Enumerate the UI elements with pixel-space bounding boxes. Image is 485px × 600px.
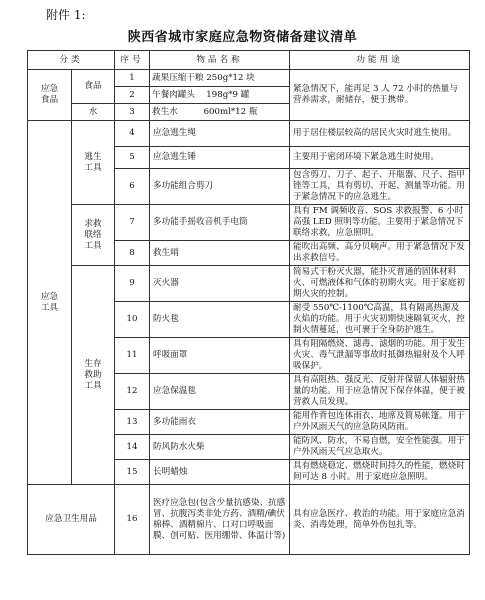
group-water: 水 [72,104,115,121]
row-item: 救生水 600ml*12 瓶 [150,104,290,121]
header-item: 物品名称 [150,51,290,70]
row-item: 长明蜡烛 [150,460,290,485]
row-function: 紧急情况下，能再足 3 人 72 小时的热量与营养需求，耐储存，便于携带。 [290,70,470,121]
row-function: 具有阻隔燃烧、滤毒、滤烟的功能。用于发生火灾、毒气泄漏等事故时抵御热辐射及个人呼吸保护。 [290,338,470,374]
row-no: 8 [115,241,150,266]
header-no: 序号 [115,51,150,70]
row-item: 多功能雨衣 [150,410,290,435]
row-no: 15 [115,460,150,485]
row-no: 10 [115,302,150,338]
row-function: 简易式干粉灭火器，能扑灭普通的固体材料火、可燃液体和气体的初期火灾。用于家庭初期火灾的控制。 [290,266,470,302]
row-no: 6 [115,169,150,205]
row-no: 2 [115,87,150,104]
row-function: 主要用于密闭环境下紧急逃生时使用。 [290,147,470,169]
attachment-label: 附件 1: [46,8,86,22]
row-function: 能防风、防水，不易自燃，安全性能强。用于户外风雨天气应急取火。 [290,435,470,460]
row-item: 应急保温毯 [150,374,290,410]
row-item: 应急逃生锤 [150,147,290,169]
row-item: 灭火器 [150,266,290,302]
row-no: 11 [115,338,150,374]
group-survival-tools: 生存 救助 工具 [72,266,115,485]
group-emergency-food: 应急 食品 [28,70,72,121]
table-row [28,121,470,147]
row-no: 9 [115,266,150,302]
row-function: 具有 FM 调频收音、SOS 求救报警、6 小时高强 LED 照明等功能。主要用于紧急情况下联络求救，应急照明。 [290,205,470,241]
row-item: 蔬果压缩干粮 250g*12 块 [150,70,290,87]
supply-table [27,50,470,555]
row-no: 5 [115,147,150,169]
group-food: 食品 [72,70,115,104]
row-no: 4 [115,121,150,147]
header-function: 功能用途 [290,51,470,70]
row-function: 能吹出高频、高分贝响声。用于紧急情况下发出求救信号。 [290,241,470,266]
group-medical: 应急卫生用品 [28,485,115,555]
table-row [28,485,470,555]
group-rescue-tools: 求救 联络 工具 [72,205,115,266]
table-header-row [28,51,470,70]
row-item: 多功能组合剪刀 [150,169,290,205]
row-function: 具有燃烧稳定、燃烧时间持久的性能，燃烧时间可达 8 小时。用于家庭应急照明。 [290,460,470,485]
row-item: 医疗应急包(包含少量抗感染、抗感冒、抗腹泻类非处方药、酒精/碘伏棉棒、酒精棉片、口对口呼吸面膜、创可贴、医用绷带、体温计等) [150,485,290,555]
row-item: 午餐肉罐头 198g*9 罐 [150,87,290,104]
row-no: 1 [115,70,150,87]
table-row [28,205,470,241]
row-function: 用于居住楼层较高的居民火灾时逃生使用。 [290,121,470,147]
row-item: 应急逃生绳 [150,121,290,147]
row-no: 7 [115,205,150,241]
row-item: 呼吸面罩 [150,338,290,374]
row-item: 防风防水火柴 [150,435,290,460]
group-emergency-tools: 应急 工具 [28,121,72,485]
row-function: 包含剪刀、刀子、起子、开瓶器、尺子、指甲锉等工具，具有剪切、开起、测量等功能。用于紧急情况下的应急逃生。 [290,169,470,205]
page-title: 陕西省城市家庭应急物资储备建议清单 [127,30,358,45]
row-no: 16 [115,485,150,555]
group-escape-tools: 逃生 工具 [72,121,115,205]
table-row [28,70,470,87]
row-item: 多功能手摇收音机手电筒 [150,205,290,241]
row-function: 具有应急医疗、救治的功能。用于家庭应急消炎、消毒处理，简单外伤包扎等。 [290,485,470,555]
row-no: 14 [115,435,150,460]
table-row [28,266,470,302]
row-no: 12 [115,374,150,410]
row-function: 能用作背包连体雨衣、地席及简易帐篷。用于户外风雨天气的应急防风防雨。 [290,410,470,435]
row-item: 防火毯 [150,302,290,338]
row-item: 救生哨 [150,241,290,266]
row-function: 具有高阻热、强反光、反射并保留人体辐射热量的功能。用于应急情况下保存体温，便于被营救人员发现。 [290,374,470,410]
row-no: 13 [115,410,150,435]
row-function: 耐受 550℃-1100℃高温，具有隔离热源及火焰的功能。用于火灾初期快速隔氧灭火，控制火情蔓延，也可裹于全身防护逃生。 [290,302,470,338]
row-no: 3 [115,104,150,121]
header-category: 分类 [28,51,115,70]
